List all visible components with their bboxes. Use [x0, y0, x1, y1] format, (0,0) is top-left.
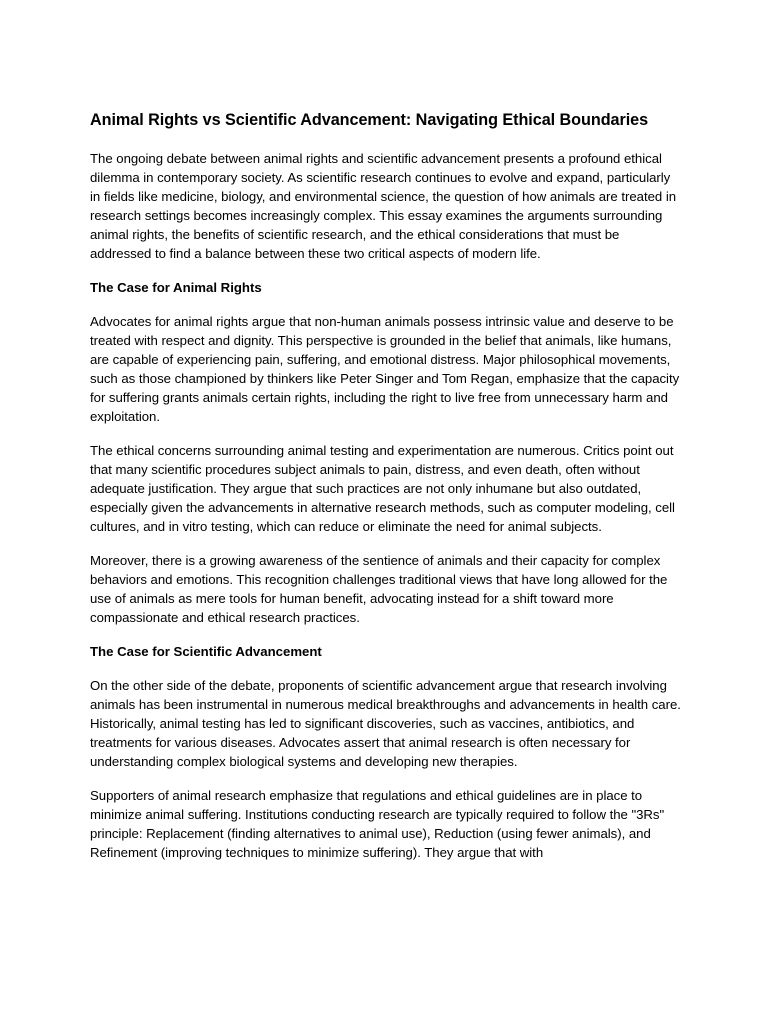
section-heading-scientific-advancement: The Case for Scientific Advancement: [90, 644, 322, 659]
scientific-advancement-paragraph-1: On the other side of the debate, proponents of scientific advancement argue that research involving animals has been instrumental in numerous medical breakthroughs and advancements in health care. Historically, animal testing has led to significant discoveries, such as vaccines, antibiotics, and treatments for various diseases. Advocates assert that animal research is often necessary for understanding complex biological systems and developing new therapies.: [90, 678, 681, 769]
animal-rights-paragraph-2: The ethical concerns surrounding animal testing and experimentation are numerous. Critics point out that many scientific procedures subject animals to pain, distress, and even death, often without adequate justification. They argue that such practices are not only inhumane but also outdated, especially given the advancements in alternative research methods, such as computer modeling, cell cultures, and in vitro testing, which can reduce or eliminate the need for animal subjects.: [90, 443, 675, 534]
animal-rights-paragraph-3: Moreover, there is a growing awareness of the sentience of animals and their capacity for complex behaviors and emotions. This recognition challenges traditional views that have long allowed for the use of animals as mere tools for human benefit, advocating instead for a shift toward more compassionate and ethical research practices.: [90, 553, 668, 625]
document-content: [90, 109, 682, 877]
animal-rights-paragraph-1: Advocates for animal rights argue that non-human animals possess intrinsic value and deserve to be treated with respect and dignity. This perspective is grounded in the belief that animals, like humans, are capable of experiencing pain, suffering, and emotional distress. Major philosophical movements, such as those championed by thinkers like Peter Singer and Tom Regan, emphasize that the capacity for suffering grants animals certain rights, including the right to live free from unnecessary harm and exploitation.: [90, 314, 680, 424]
document-title: Animal Rights vs Scientific Advancement: Navigating Ethical Boundaries: [90, 111, 649, 129]
intro-paragraph: The ongoing debate between animal rights and scientific advancement presents a profound ethical dilemma in contemporary society. As scientific research continues to evolve and expand, particularly in fields like medicine, biology, and environmental science, the question of how animals are treated in research settings becomes increasingly complex. This essay examines the arguments surrounding animal rights, the benefits of scientific research, and the ethical considerations that must be addressed to find a balance between these two critical aspects of modern life.: [90, 151, 677, 261]
scientific-advancement-paragraph-2: Supporters of animal research emphasize that regulations and ethical guidelines are in place to minimize animal suffering. Institutions conducting research are typically required to follow the "3Rs" principle: Replacement (finding alternatives to animal use), Reduction (using fewer animals), and Refinement (improving techniques to minimize suffering). They argue that with: [90, 788, 665, 860]
section-heading-animal-rights: The Case for Animal Rights: [90, 280, 262, 295]
